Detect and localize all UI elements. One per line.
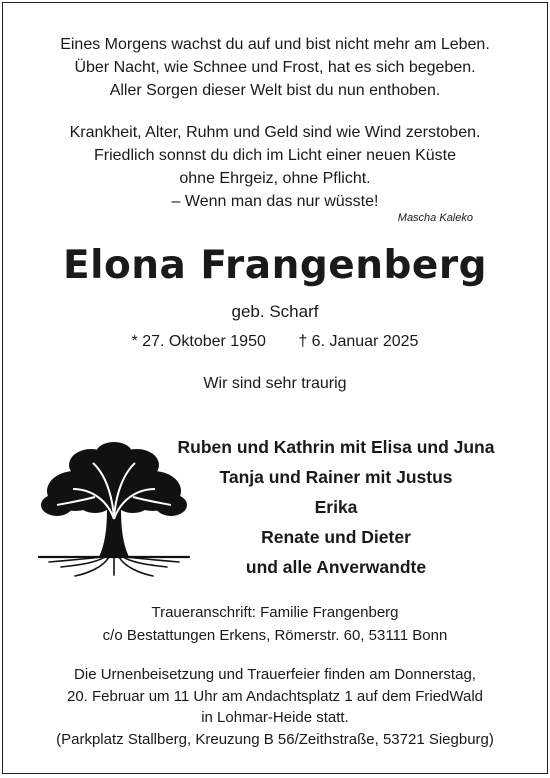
maiden-name: geb. Scharf	[231, 302, 319, 321]
poem-stanza-1	[3, 33, 547, 102]
mourning-address	[3, 601, 547, 647]
mourner-line: Erika	[314, 497, 358, 517]
poem-line: Krankheit, Alter, Ruhm und Geld sind wie Wind zerstoben.	[69, 124, 481, 141]
birth-date: * 27. Oktober 1950	[131, 333, 266, 350]
address-line: Traueranschrift: Familie Frangenberg	[151, 604, 399, 621]
mourner-line: und alle Anverwandte	[245, 557, 427, 577]
mourners-list	[151, 432, 521, 582]
poem-stanza-2	[3, 121, 547, 213]
mourner-line: Renate und Dieter	[261, 527, 411, 547]
mourner-line: Ruben und Kathrin mit Elisa und Juna	[177, 437, 495, 457]
address-line: c/o Bestattungen Erkens, Römerstr. 60, 53111 Bonn	[102, 627, 448, 644]
poem-line: Friedlich sonnst du dich im Licht einer neuen Küste	[94, 147, 456, 164]
mourner-line: Tanja und Rainer mit Justus	[219, 467, 453, 487]
ceremony-line: (Parkplatz Stallberg, Kreuzung B 56/Zeithstraße, 53721 Siegburg)	[56, 730, 494, 748]
grief-statement: Wir sind sehr traurig	[203, 375, 347, 392]
death-date: † 6. Januar 2025	[298, 333, 419, 350]
ceremony-line: in Lohmar-Heide statt.	[201, 709, 349, 726]
ceremony-info	[3, 664, 547, 750]
ceremony-line: Die Urnenbeisetzung und Trauerfeier finden am Donnerstag,	[74, 666, 476, 683]
ceremony-line: 20. Februar um 11 Uhr am Andachtsplatz 1 auf dem FriedWald	[66, 687, 484, 705]
obituary-notice	[2, 2, 548, 774]
poem-line: Aller Sorgen dieser Welt bist du nun enthoben.	[109, 82, 441, 99]
poem-line: ohne Ehrgeiz, ohne Pflicht.	[179, 170, 371, 187]
deceased-name: Elona Frangenberg	[62, 243, 488, 288]
poem-line: – Wenn man das nur wüsste!	[171, 193, 379, 210]
life-dates	[3, 333, 547, 351]
poem-line: Über Nacht, wie Schnee und Frost, hat es sich begeben.	[74, 59, 476, 76]
poem-line: Eines Morgens wachst du auf und bist nicht mehr am Leben.	[60, 36, 490, 53]
poem-author: Mascha Kaleko	[397, 212, 473, 224]
